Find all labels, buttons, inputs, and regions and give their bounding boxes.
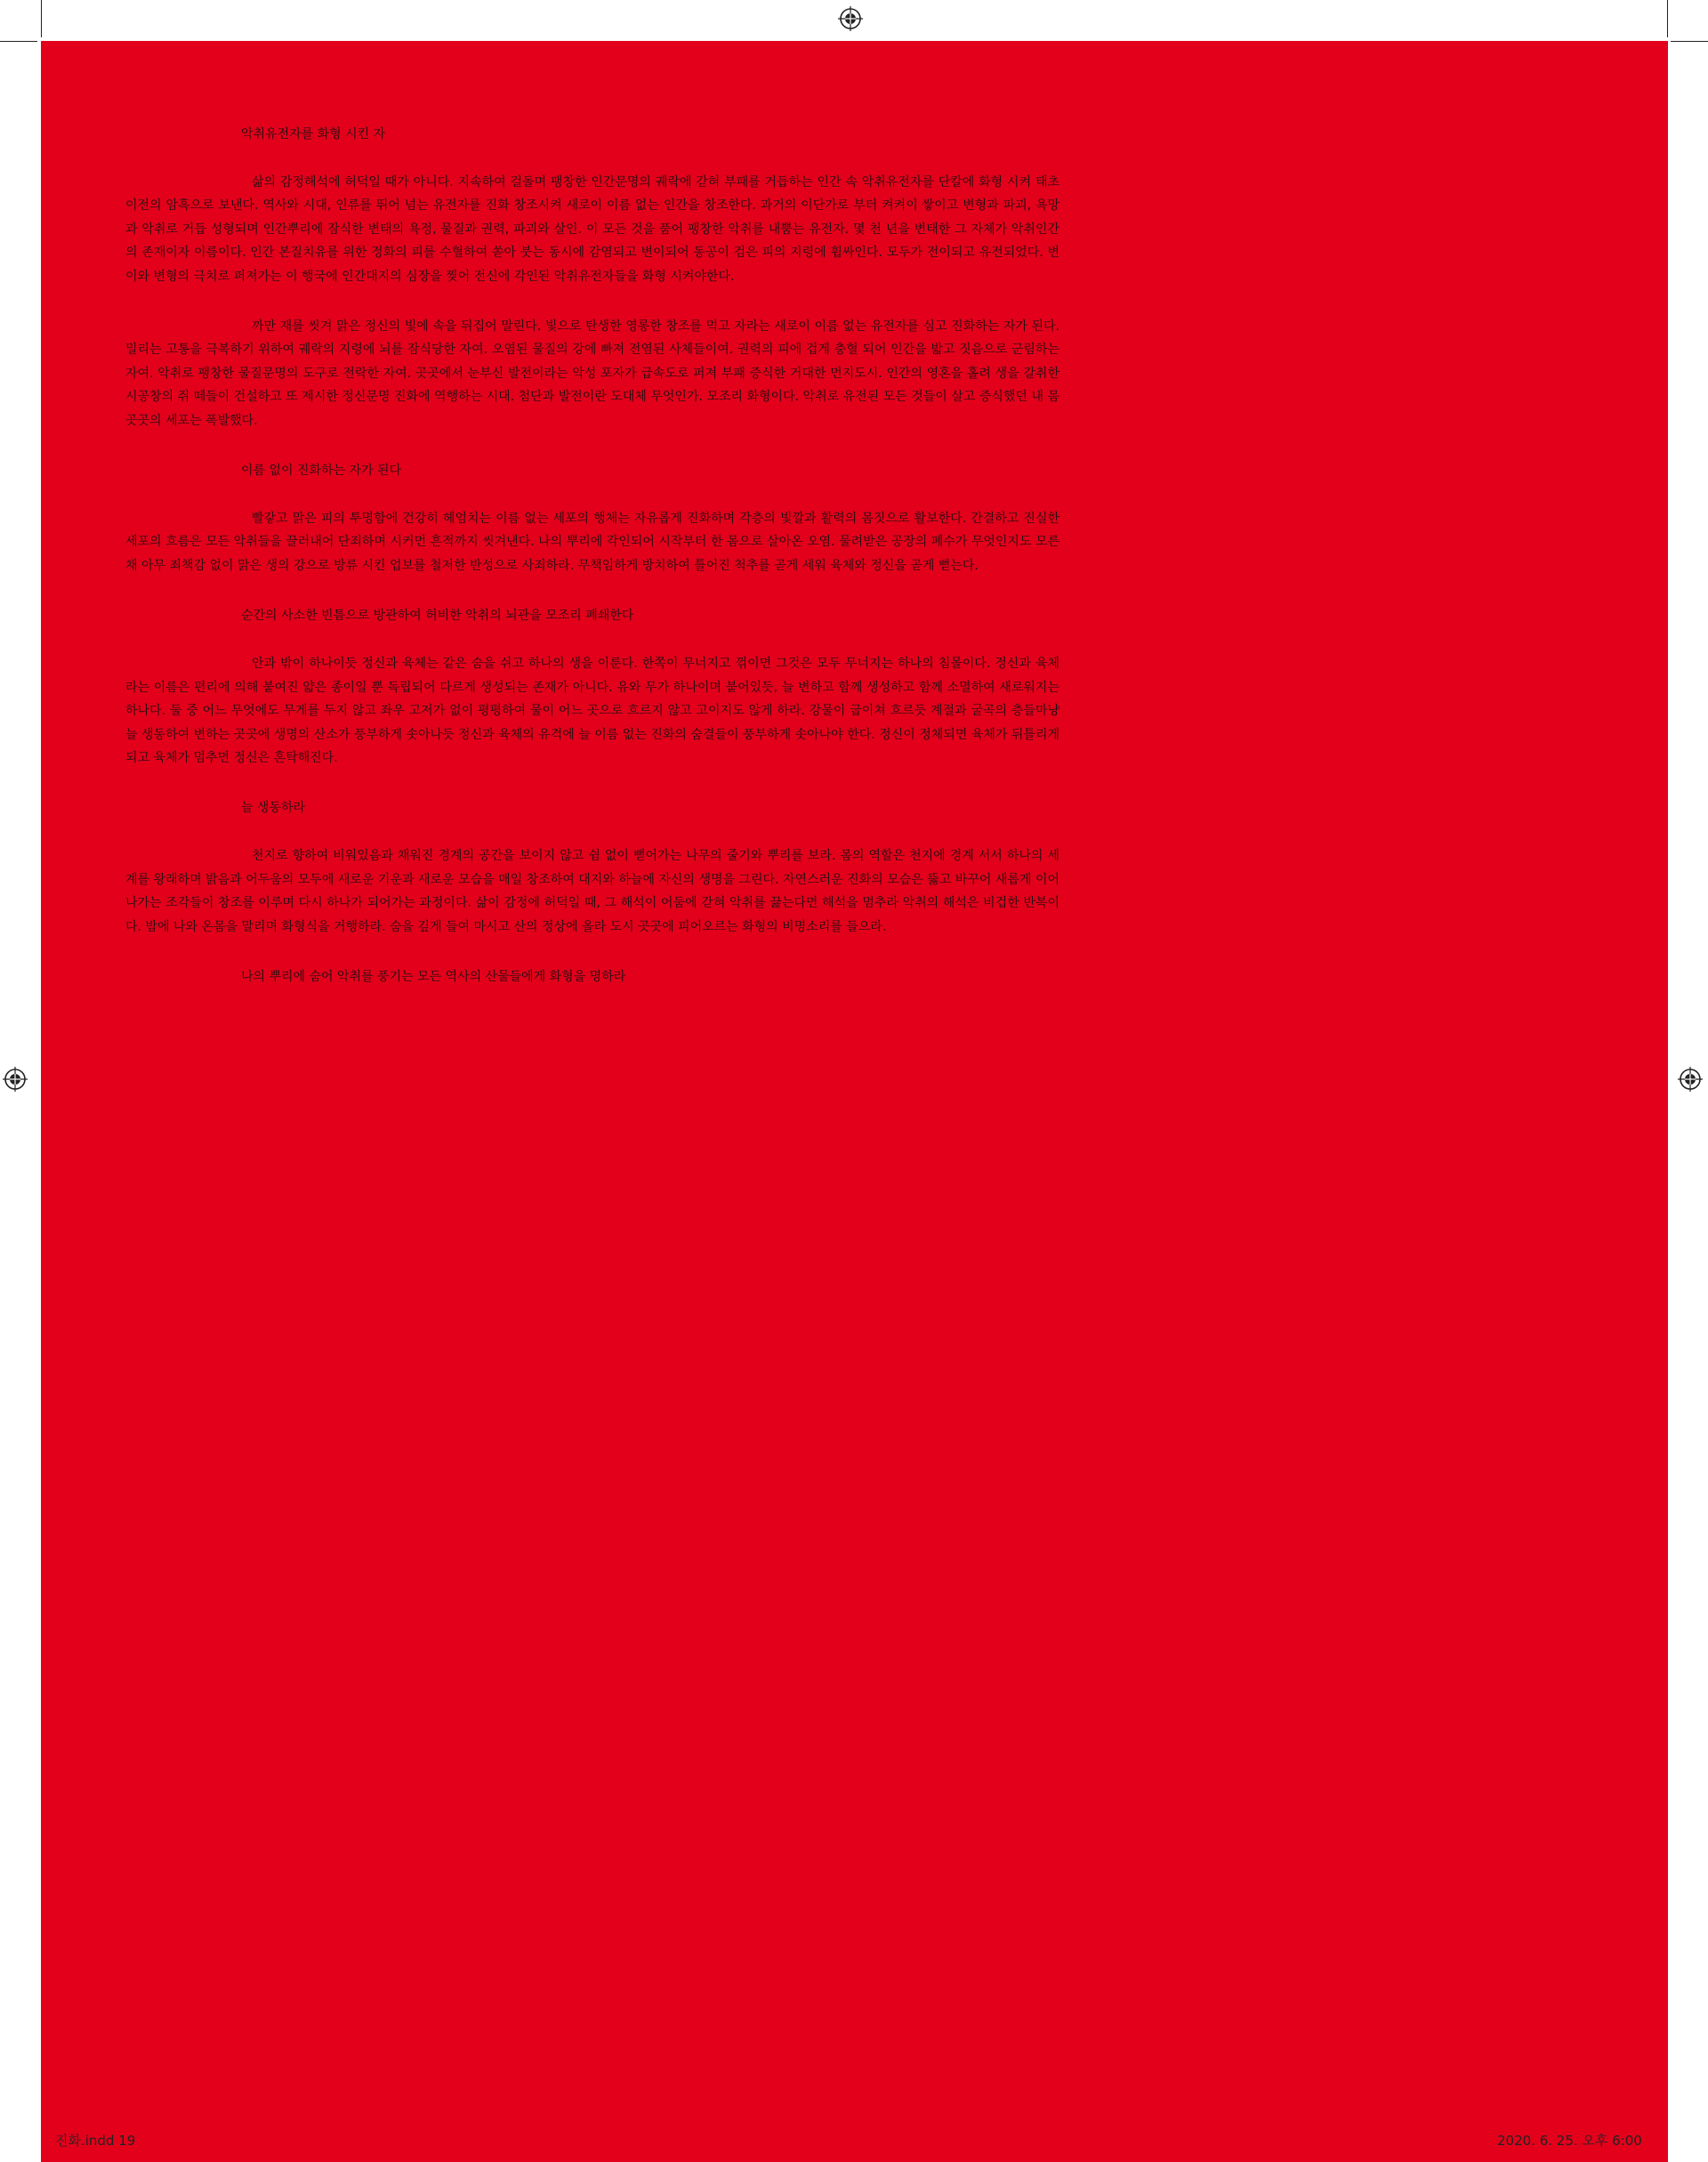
crop-mark-top-left-vertical [41,0,42,37]
section-heading: 순간의 사소한 빈틈으로 방관하여 허비한 악취의 뇌관을 모조리 폐쇄한다 [241,609,634,624]
registration-mark-icon [1678,1067,1703,1092]
section-heading: 나의 뿌리에 숨어 악취를 풍기는 모든 역사의 산물들에게 화형을 명하라 [241,969,626,984]
body-text [125,123,1059,1013]
crop-mark-top-right-vertical [1667,0,1668,37]
section-heading: 늘 생동하라 [241,801,306,816]
registration-mark-icon [838,6,863,31]
body-paragraph: 삶의 감정해석에 허덕일 때가 아니다. 지속하여 걸돌며 팽창한 인간문명의 궤락에 갇혀 부패를 거듭하는 인간 속 악취유전자를 단칼에 화형 시켜 태초 이전의 암흑으로 보낸다. 역사와 시대, 인류를 뛰어 넘는 유전자를 진화 창조시켜 새로이 이름 없는 인간을 창조한다. 과거의 이단가로 부터 켜켜이 쌓이고 변형과 파괴, 욕망과 악취로 거듭 성형되며 인간뿌리에 잠식한 변태의 욕정, 물질과 권력, 파괴와 살인. 이 모든 것을 품어 팽창한 악취를 내뿜는 유전자. 몇 천 년을 변태한 그 자체가 악취인간의 존재이자 이름이다. 인간 본질치유를 위한 정화의 피를 수혈하여 쏟아 붓는 동시에 감염되고 변이되어 동공이 검은 피의 지령에 휩싸인다. 모두가 전이되고 유전되었다. 변이와 변형의 극치로 퍼져가는 이 행국에 인간대지의 심장을 찢어 전신에 각인된 악취유전자들을 화형 시켜야한다. [125,175,1059,284]
body-paragraph: 안과 밖이 하나이듯 정신과 육체는 같은 숨을 쉬고 하나의 생을 이룬다. 한쪽이 무너지고 꺾이면 그것은 모두 무너지는 하나의 침몰이다. 정신과 육체라는 이름은 편리에 의해 붙여진 얇은 종이일 뿐 독립되어 다르게 생성되는 존재가 아니다. 유와 무가 하나이며 붙어있듯, 늘 변하고 함께 생성하고 함께 소멸하여 새로워지는 하나다. 둘 중 어느 무엇에도 무게를 두지 않고 좌우 고저가 없이 평평하여 물이 어느 곳으로 흐르지 않고 고이지도 않게 하라. 강물이 굽이쳐 흐르듯 계절과 굴곡의 층들마냥 늘 생동하여 변하는 곳곳에 생명의 산소가 풍부하게 솟아나듯 정신과 육체의 유격에 늘 이름 없는 진화의 숨결들이 풍부하게 솟아나야 한다. 정신이 정체되면 육체가 뒤틀리게 되고 육체가 멈추면 정신은 혼탁해진다. [125,657,1059,765]
body-paragraph: 천지로 향하여 비워있음과 채워진 경계의 공간을 보이지 않고 쉼 없이 뻗어가는 나무의 줄기와 뿌리를 보라. 몸의 역할은 천지에 경계 서서 하나의 세계를 왕래하며 밝음과 어두움의 모두에 새로운 기운과 새로운 모습을 매일 창조하여 대지와 하늘에 자신의 생명을 그린다. 자연스러운 진화의 모습은 뚫고 바꾸어 새롭게 이어나가는 조각들이 창조를 이루며 다시 하나가 되어가는 과정이다. 삶이 감정에 허덕일 때, 그 해석이 어둠에 갇혀 악취를 끓는다면 해석을 멈추라 악취의 해석은 비겁한 반복이다. 밤에 나와 온몸을 말리며 화형식을 거행하라. 숨을 깊게 들여 마시고 산의 정상에 올라 도시 곳곳에 피어오르는 화형의 비명소리를 들으라. [125,849,1059,934]
slug-file-info: 진화.indd 19 [55,2133,136,2149]
registration-mark-icon [3,1067,28,1092]
slug-date-info: 2020. 6. 25. 오후 6:00 [1497,2133,1642,2149]
section-heading: 이름 없이 진화하는 자가 된다 [241,464,402,479]
crop-mark-top-right-horizontal [1671,41,1708,42]
body-paragraph: 빨갛고 맑은 피의 투명함에 건강히 헤엄치는 이름 없는 세포의 행체는 자유롭게 진화하며 각층의 빛깔과 활력의 몸짓으로 활보한다. 간결하고 진실한 세포의 흐름은 모든 악취들을 끌러내어 단죄하며 시커먼 흔적까지 씻겨낸다. 나의 뿌리에 각인되어 시작부터 한 몸으로 살아온 오염. 물려받은 공장의 폐수가 무엇인지도 모른 채 아무 죄책감 없이 맑은 생의 강으로 방류 시킨 업보를 철저한 반성으로 사죄하라. 무책임하게 방치하여 틀어진 척추를 곧게 세워 육체와 정신을 곧게 뻗는다. [125,512,1059,573]
section-heading: 악취유전자를 화형 시킨 자 [241,127,386,141]
body-paragraph: 까만 재를 씻겨 맑은 정신의 빛에 속을 뒤집어 말린다. 빛으로 탄생한 영롱한 창조를 먹고 자라는 새로이 이름 없는 유전자를 심고 진화하는 자가 된다. 밀리는 고통을 극복하기 위하여 궤락의 지령에 뇌를 잠식당한 자여. 오염된 물질의 강에 빠져 전염된 사체들이여. 권력의 피에 겁게 충혈 되어 인간을 밟고 짓음으로 군림하는 자여. 악취로 팽창한 물질문명의 도구로 전락한 자여. 곳곳에서 눈부신 발전이라는 악성 포자가 급속도로 퍼져 부패 증식한 거대한 먼지도시. 인간의 영혼을 홀려 생을 갈취한 시공창의 쥐 떼들이 건설하고 또 제시한 정신문명 진화에 역행하는 시대. 첨단과 발전이란 도대체 무엇인가. 모조리 화형이다. 악취로 유전된 모든 것들이 살고 증식했던 내 몸 곳곳의 세포는 폭발했다. [125,319,1059,428]
page-background [41,41,1668,2162]
crop-mark-top-left-horizontal [0,41,37,42]
